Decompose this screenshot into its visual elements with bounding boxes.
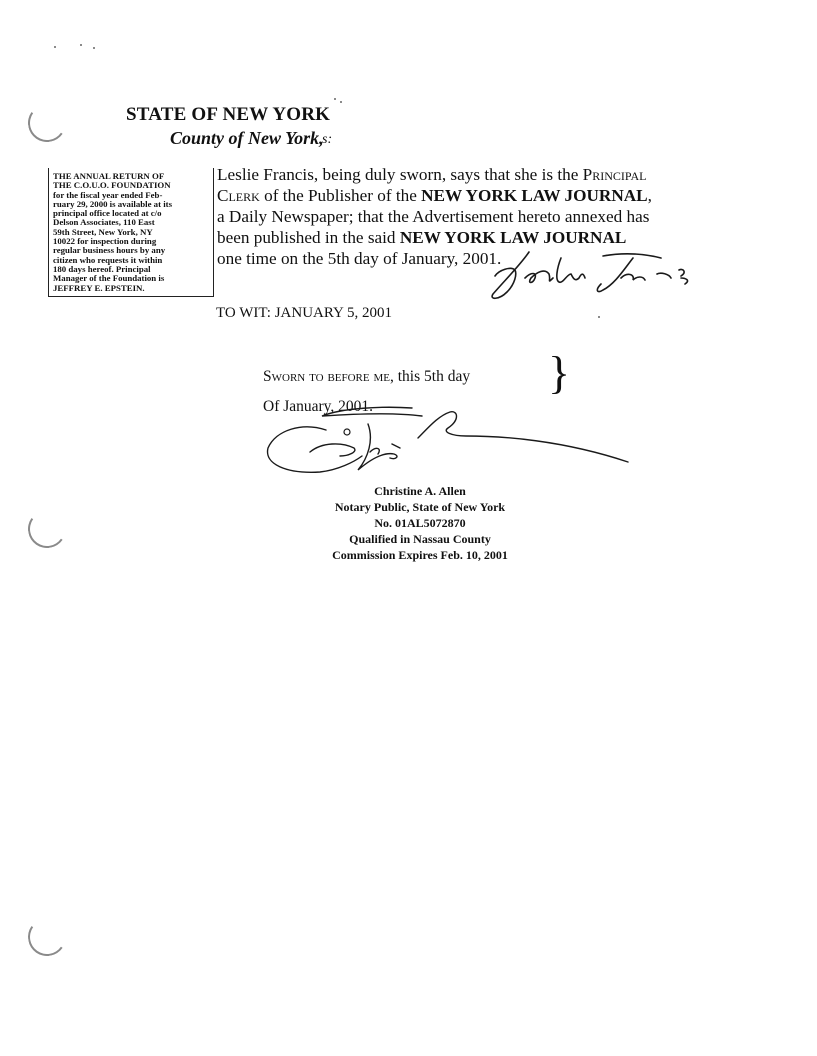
scan-speck xyxy=(334,98,336,100)
clipping-line: 59th Street, New York, NY xyxy=(53,227,153,237)
to-wit-date: TO WIT: JANUARY 5, 2001 xyxy=(216,305,393,321)
heading-state: STATE OF NEW YORK xyxy=(126,104,331,125)
sworn-phrase: Sworn to before me xyxy=(263,368,390,385)
heading-county: County of New York, xyxy=(170,128,324,148)
clipping-line: 180 days hereof. Principal xyxy=(53,264,151,274)
clipping-line: 10022 for inspection during xyxy=(53,237,157,247)
clipping-line: THE ANNUAL RETURN OF xyxy=(53,172,165,181)
affidavit-text-segment: Leslie Francis, being duly sworn, says that she is the xyxy=(217,165,583,184)
affidavit-line: one time on the 5th day of January, 2001. xyxy=(217,249,502,268)
notary-name: Christine A. Allen xyxy=(374,484,466,498)
clipping-line: for the fiscal year ended Feb- xyxy=(53,190,163,200)
clipping-line: Delson Associates, 110 East xyxy=(53,218,155,228)
notary-signature xyxy=(262,394,632,480)
newspaper-name: NEW YORK LAW JOURNAL xyxy=(421,186,648,205)
notary-expires: Commission Expires Feb. 10, 2001 xyxy=(332,548,508,562)
affidavit-line xyxy=(217,164,697,185)
clipping-line: citizen who requests it within xyxy=(53,255,163,265)
punch-hole-top xyxy=(25,101,69,145)
affidavit-text-segment: of the Publisher of the xyxy=(259,186,422,205)
scan-speck xyxy=(54,46,56,48)
notary-stamp xyxy=(270,483,570,563)
sworn-day: , this 5th day xyxy=(390,368,471,385)
newspaper-name: NEW YORK LAW JOURNAL xyxy=(399,228,627,247)
heading-ss: s: xyxy=(322,132,333,147)
sworn-statement xyxy=(263,368,470,386)
sworn-month-year: Of January, 2001. xyxy=(263,398,374,415)
notary-title: Notary Public, State of New York xyxy=(334,500,506,514)
closing-brace: } xyxy=(548,347,571,398)
affidavit-line: a Daily Newspaper; that the Advertisement hereto annexed has xyxy=(217,207,650,226)
affidavit-line xyxy=(217,185,697,206)
notary-qualified: Qualified in Nassau County xyxy=(349,532,491,546)
clipping-line: THE C.O.U.O. FOUNDATION xyxy=(53,181,171,191)
clipping-line: regular business hours by any xyxy=(53,246,166,256)
clerk-word: Clerk xyxy=(217,186,260,205)
leslie-francis-signature xyxy=(485,244,695,302)
principal-word: Principal xyxy=(582,165,647,184)
scan-speck xyxy=(93,47,95,49)
punch-hole-bottom xyxy=(25,915,69,959)
scan-speck xyxy=(340,101,342,103)
newspaper-clipping xyxy=(48,168,214,297)
clipping-line: ruary 29, 2000 is available at its xyxy=(53,199,172,209)
clipping-line: Manager of the Foundation is xyxy=(53,274,165,284)
affidavit-text-segment: , xyxy=(647,186,652,205)
scan-speck xyxy=(598,316,600,318)
affidavit-text-segment: been published in the said xyxy=(217,228,400,247)
scan-speck xyxy=(80,44,82,46)
notary-number: No. 01AL5072870 xyxy=(374,516,466,530)
punch-hole-middle xyxy=(25,507,69,551)
clipping-line: principal office located at c/o xyxy=(53,209,162,219)
clipping-line: JEFFREY E. EPSTEIN. xyxy=(53,283,145,293)
